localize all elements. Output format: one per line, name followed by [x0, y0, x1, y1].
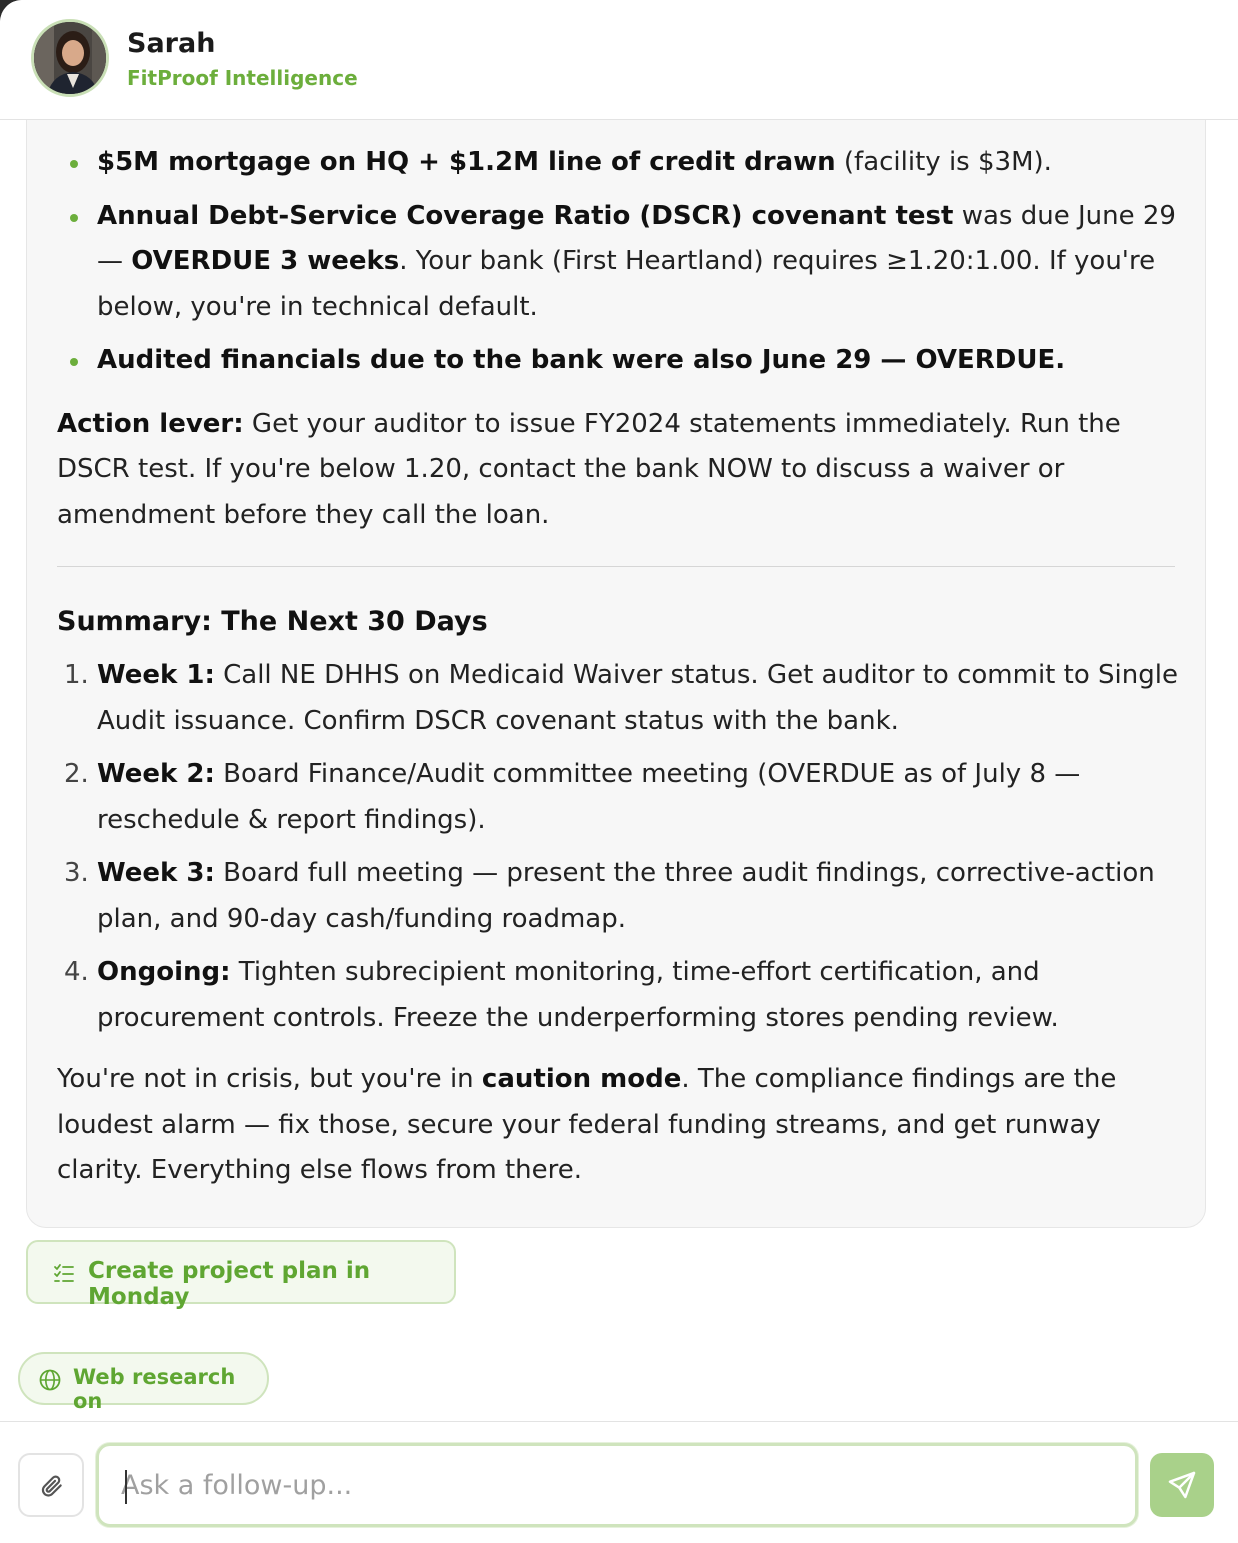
- text-caret: [125, 1470, 127, 1504]
- summary-step-list: [57, 653, 1181, 1041]
- send-button[interactable]: [1150, 1453, 1214, 1517]
- web-research-toggle[interactable]: [18, 1352, 269, 1413]
- list-item: 1. Week 1: Call NE DHHS on Medicaid Waiver status. Get auditor to commit to Single Audit issuance. Confirm DSCR covenant status with the bank.: [64, 660, 1178, 736]
- send-icon: [1166, 1469, 1198, 1501]
- checklist-icon: [52, 1262, 76, 1286]
- assistant-name: Sarah: [127, 28, 216, 59]
- list-item: 3. Week 3: Board full meeting — present the three audit findings, corrective-action plan, and 90-day cash/funding roadmap.: [64, 858, 1155, 934]
- list-item: 4. Ongoing: Tighten subrecipient monitoring, time-effort certification, and procurement controls. Freeze the underperforming stores pending review.: [64, 957, 1059, 1033]
- assistant-message: [57, 140, 1181, 1194]
- action-lever-paragraph: Action lever: Get your auditor to issue FY2024 statements immediately. Run the DSCR test. If you're below 1.20, contact the bank NOW to discuss a waiver or amendment before they call the loan.: [57, 408, 1121, 530]
- attach-button[interactable]: [18, 1453, 84, 1517]
- assistant-company: FitProof Intelligence: [127, 66, 358, 90]
- avatar-portrait-icon: [34, 22, 109, 97]
- chat-header: [0, 0, 1238, 120]
- list-item: Annual Debt-Service Coverage Ratio (DSCR) covenant test was due June 29 — OVERDUE 3 weeks. Your bank (First Heartland) requires ≥1.20:1.00. If you're below, you're in technical default.: [97, 194, 1181, 331]
- create-project-plan-label: Create project plan in Monday: [88, 1258, 371, 1310]
- risk-bullet-list: [57, 140, 1181, 384]
- list-item: $5M mortgage on HQ + $1.2M line of credit drawn (facility is $3M).: [97, 140, 1181, 186]
- globe-icon: [38, 1368, 62, 1392]
- follow-up-input-wrapper: [96, 1443, 1138, 1527]
- list-item: 2. Week 2: Board Finance/Audit committee meeting (OVERDUE as of July 8 — reschedule & report findings).: [64, 759, 1081, 835]
- paperclip-icon: [39, 1473, 65, 1499]
- avatar: [31, 19, 109, 97]
- create-project-plan-button[interactable]: [26, 1240, 456, 1310]
- summary-heading: Summary: The Next 30 Days: [57, 606, 488, 637]
- closing-paragraph: You're not in crisis, but you're in caution mode. The compliance findings are the loudest alarm — fix those, secure your federal funding streams, and get runway clarity. Everything else flows from there.: [57, 1064, 1117, 1185]
- web-research-label: Web research on: [73, 1365, 236, 1413]
- list-item: Audited financials due to the bank were also June 29 — OVERDUE.: [97, 338, 1181, 384]
- section-divider: [57, 566, 1175, 567]
- follow-up-input[interactable]: [121, 1460, 1111, 1510]
